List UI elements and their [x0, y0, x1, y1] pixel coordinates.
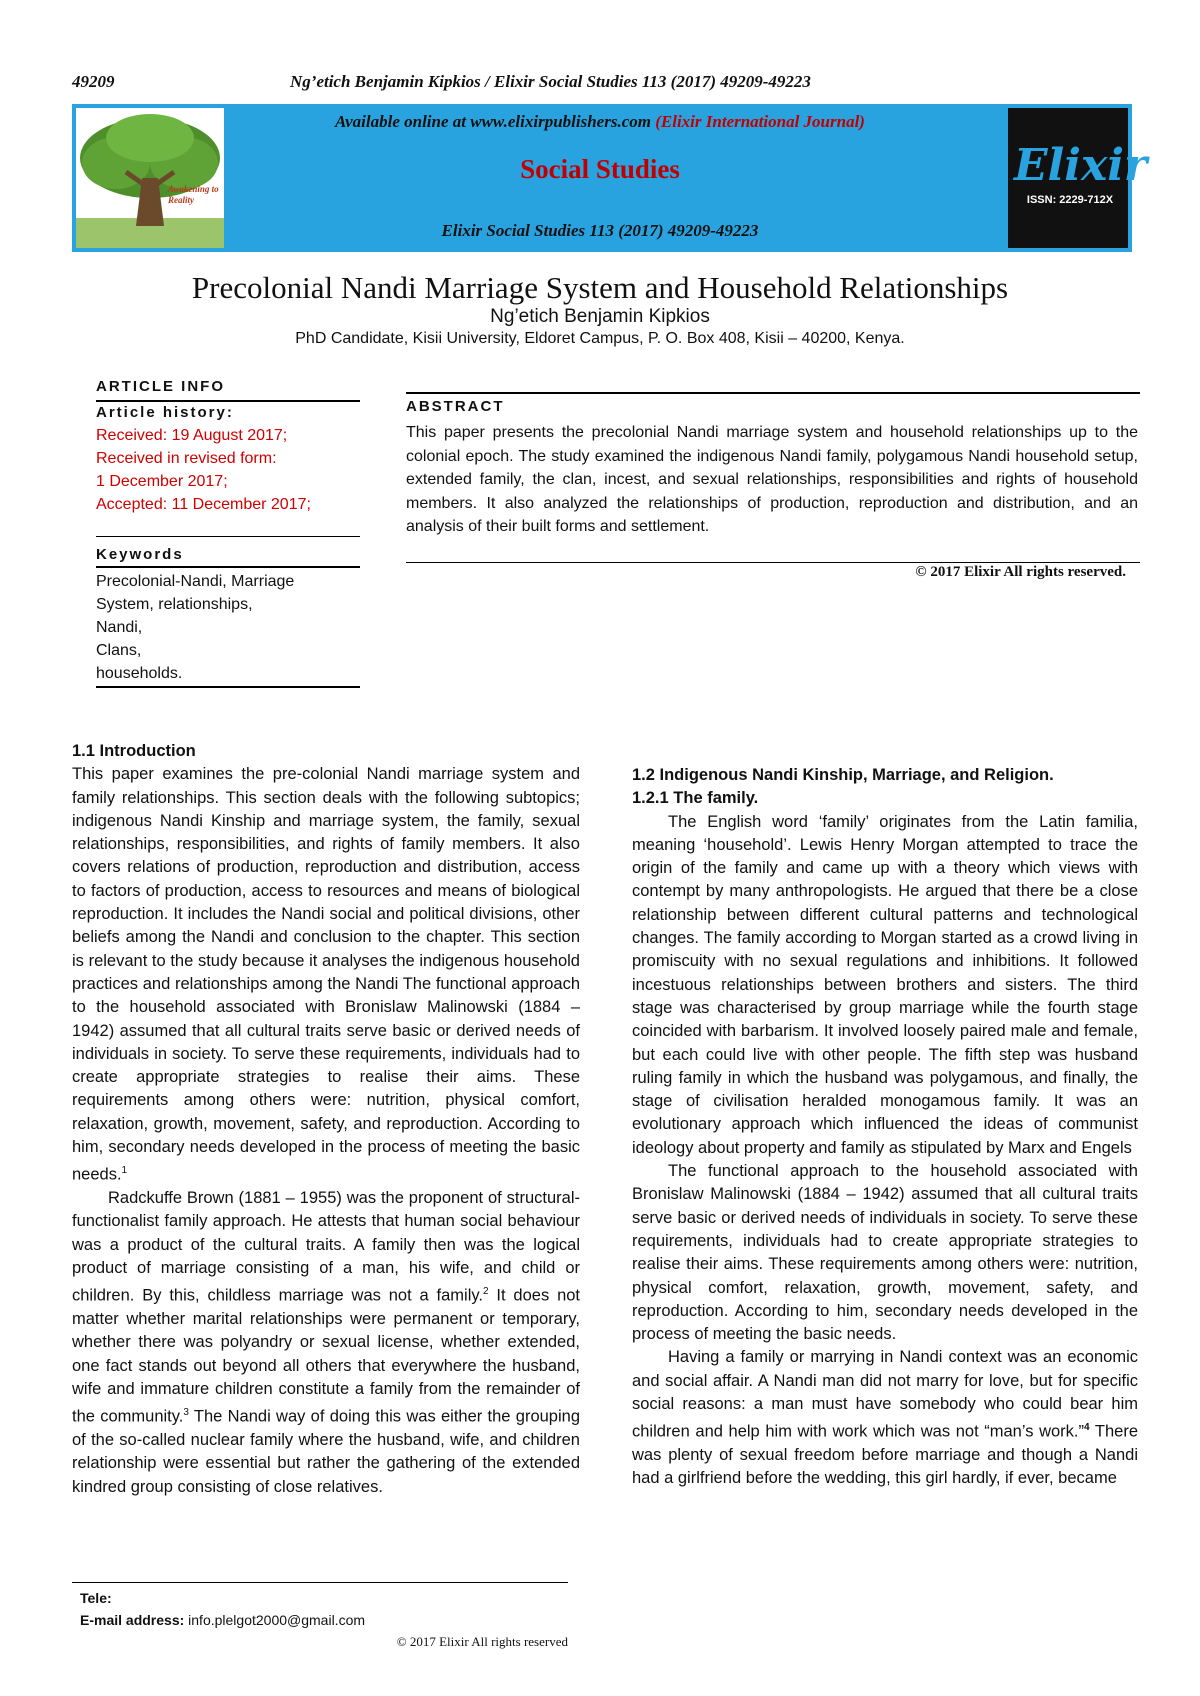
paragraph-text: It does not matter whether marital relationships were permanent or temporary, whether there was polyandry or sexual license, whether extended, one fact stands out beyond all others that everywhere the husband, wife and immature children constitute a family from the remainder of the community. [72, 1286, 581, 1426]
elixir-logo-text: Elixir [1014, 140, 1148, 191]
article-history-heading: Article history: [96, 404, 234, 421]
keywords-heading: Keywords [96, 546, 184, 563]
history-line: Received in revised form: [96, 450, 277, 467]
page-number: 49209 [72, 72, 115, 91]
paragraph [632, 1346, 1138, 1490]
divider [96, 566, 360, 568]
article-info-heading: ARTICLE INFO [96, 378, 225, 395]
divider [96, 400, 360, 402]
subsection-heading: 1.2.1 The family. [632, 789, 759, 808]
author-affiliation: PhD Candidate, Kisii University, Eldoret Campus, P. O. Box 408, Kisii – 40200, Kenya. [295, 330, 905, 347]
divider [406, 392, 1140, 394]
paragraph-text: This paper examines the pre-colonial Nandi marriage system and family relationships. This section deals with the following subtopics; indigenous Nandi Kinship and marriage system, the family, sexual relationships, responsibilities, and rights of family members. It also covers relations of production, reproduction and distribution, access to factors of production, access to resources and means of biological reproduction. It includes the Nandi social and political divisions, other beliefs among the Nandi and conclusion to the chapter. This section is relevant to the study because it analyses the indigenous household practices and relationships among the Nandi The functional approach to the household associated with Bronislaw Malinowski (1884 – 1942) assumed that all cultural traits serve basic or derived needs of individuals in society. To serve these requirements, individuals had to create appropriate strategies to realise their aims. These requirements among others were: nutrition, physical comfort, relaxation, growth, movement, safety, and reproduction. According to him, secondary needs developed in the process of meeting the basic needs. [72, 765, 580, 1184]
article-history [96, 424, 311, 516]
email-label: E-mail address: [80, 1612, 185, 1628]
footnote-ref[interactable]: 3 [183, 1407, 189, 1419]
keyword: households. [96, 665, 183, 682]
keyword: System, relationships, [96, 596, 253, 613]
abstract-text: This paper presents the precolonial Nandi marriage system and household relationships up to the colonial epoch. The study examined the indigenous Nandi family, polygamous Nandi household setup, extended family, the clan, incest, and sexual relationships, responsibilities and rights of household members. It also analyzed the relationships of production, reproduction and distribution, and an analysis of their built forms and settlement. [406, 424, 1138, 535]
divider [96, 536, 360, 537]
body-column-left [72, 740, 580, 1499]
paragraph [72, 763, 580, 1187]
paragraph-text: The Nandi way of doing this was either the grouping of the so-called nuclear family where the husband, wife, and children relationship were essential but rather the gathering of the extended kindred group consisting of close relatives. [72, 1407, 580, 1496]
paragraph: The functional approach to the household associated with Bronislaw Malinowski (1884 – 1942) assumed that all cultural traits serve basic or derived needs of individuals in society. To serve these requirements, individuals had to create appropriate strategies to realise their aims. These requirements among others were: nutrition, physical comfort, relaxation, growth, movement, safety, and reproduction. According to him, secondary needs developed in the process of meeting the basic needs. [632, 1162, 1138, 1344]
availability-url[interactable]: Available online at www.elixirpublishers.com [335, 112, 656, 131]
footnote-ref[interactable]: 2 [483, 1286, 489, 1298]
telephone-label: Tele: [80, 1590, 112, 1606]
section-heading: 1.1 Introduction [72, 742, 196, 760]
footnote-ref[interactable]: 4 [1084, 1422, 1090, 1434]
running-citation: Ng’etich Benjamin Kipkios / Elixir Social Studies 113 (2017) 49209-49223 [290, 72, 811, 91]
divider [96, 686, 360, 688]
divider [406, 562, 1140, 563]
footnote-ref[interactable]: 1 [121, 1165, 128, 1177]
paragraph-text: There was plenty of sexual freedom before marriage and though a Nandi had a girlfriend before the wedding, this girl hardly, if ever, became [632, 1422, 1138, 1488]
keywords-list [96, 570, 294, 685]
footer-copyright: © 2017 Elixir All rights reserved [396, 1634, 568, 1649]
body-column-right [632, 764, 1138, 1491]
email-line [80, 1612, 365, 1628]
history-line: Received: 19 August 2017; [96, 427, 288, 444]
keyword: Precolonial-Nandi, Marriage [96, 573, 295, 590]
article-author: Ng’etich Benjamin Kipkios [490, 306, 710, 327]
paragraph-text: Radckuffe Brown (1881 – 1955) was the proponent of structural-functionalist family approach. He attests that human social behaviour was a product of the cultural traits. A family then was the logical product of marriage consisting of a man, his wife, and child or children. By this, childless marriage was not a family. [72, 1189, 580, 1305]
issn-label: ISSN: 2229-712X [1026, 194, 1114, 206]
availability-journal: (Elixir International Journal) [655, 112, 865, 131]
paragraph [72, 1187, 580, 1499]
article-title: Precolonial Nandi Marriage System and Household Relationships [191, 270, 1009, 305]
journal-citation: Elixir Social Studies 113 (2017) 49209-49223 [441, 221, 759, 240]
abstract-copyright: © 2017 Elixir All rights reserved. [915, 564, 1126, 580]
history-line: 1 December 2017; [96, 473, 228, 490]
footnote-divider [72, 1582, 568, 1583]
paragraph: The English word ‘family’ originates from the Latin familia, meaning ‘household’. Lewis Henry Morgan attempted to trace the origin of the family and came up with a theory which views with contempt by many anthropologists. He argued that there be a close relationship between different cultural patterns and technological changes. The family according to Morgan started as a crowd living in promiscuity with no sexual regulations and inhibitions. It followed incestuous relationships between brothers and sisters. The third stage was characterised by group marriage while the fourth stage coincided with barbarism. It involved loosely paired male and female, but each could live with other people. The fifth step was husband ruling family in which the husband was polygamous, and finally, the stage of civilisation heralded monogamous family. It was an evolutionary approach which influenced the ideas of communist ideology about property and family as stipulated by Marx and Engels [632, 812, 1138, 1157]
section-heading: 1.2 Indigenous Nandi Kinship, Marriage, and Religion. [632, 766, 1054, 784]
tree-caption: Awakening to Reality [168, 184, 219, 205]
email-address[interactable]: info.plelgot2000@gmail.com [184, 1612, 366, 1628]
keyword: Clans, [96, 642, 142, 659]
journal-title: Social Studies [520, 154, 680, 184]
history-line: Accepted: 11 December 2017; [96, 496, 311, 513]
keyword: Nandi, [96, 619, 143, 636]
paragraph-text: Having a family or marrying in Nandi context was an economic and social affair. A Nandi man did not marry for love, but for specific social reasons: a man must have somebody who could bear him children and help him with work which was not “man’s work.” [632, 1348, 1138, 1441]
abstract-heading: ABSTRACT [406, 398, 505, 415]
